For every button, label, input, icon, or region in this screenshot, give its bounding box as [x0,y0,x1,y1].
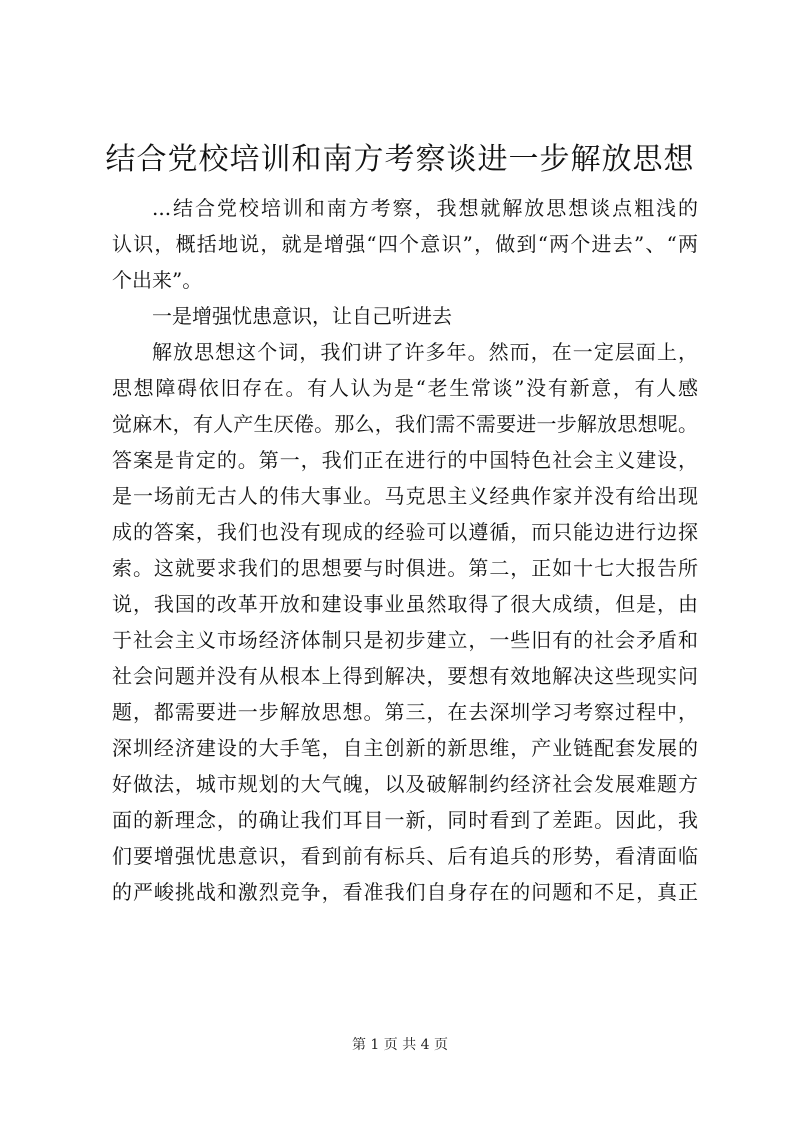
paragraph-line: 们要增强忧患意识，看到前有标兵、后有追兵的形势，看清面临 [112,844,698,868]
paragraph-line: 说，我国的改革开放和建设事业虽然取得了很大成绩，但是，由 [112,592,698,616]
paragraph-line: 社会问题并没有从根本上得到解决，要想有效地解决这些现实问 [112,664,698,688]
paragraph-line: 答案是肯定的。第一，我们正在进行的中国特色社会主义建设， [112,448,698,472]
paragraph-line: 是一场前无古人的伟大事业。马克思主义经典作家并没有给出现 [112,484,698,508]
page-footer: 第 1 页 共 4 页 [351,1037,449,1053]
paragraph-line: 觉麻木，有人产生厌倦。那么，我们需不需要进一步解放思想呢。 [112,412,698,436]
paragraph-line: 解放思想这个词，我们讲了许多年。然而，在一定层面上， [152,340,698,364]
paragraph-line: 深圳经济建设的大手笔，自主创新的新思维，产业链配套发展的 [112,736,698,760]
paragraph-line: 于社会主义市场经济体制只是初步建立，一些旧有的社会矛盾和 [112,628,698,652]
section-heading: 一是增强忧患意识，让自己听进去 [152,304,452,328]
paragraph-line: 成的答案，我们也没有现成的经验可以遵循，而只能边进行边探 [112,520,698,544]
paragraph-line: 个出来”。 [112,268,203,292]
paragraph-line: 索。这就要求我们的思想要与时俱进。第二，正如十七大报告所 [112,556,698,580]
document-title: 结合党校培训和南方考察谈进一步解放思想 [105,142,695,177]
paragraph-line: 的严峻挑战和激烈竞争，看准我们自身存在的问题和不足，真正 [112,880,698,904]
paragraph-line: 好做法，城市规划的大气魄，以及破解制约经济社会发展难题方 [112,772,698,796]
document-body [112,190,698,910]
paragraph-line: 面的新理念，的确让我们耳目一新，同时看到了差距。因此，我 [112,808,698,832]
paragraph-line: 认识，概括地说，就是增强“四个意识”，做到“两个进去”、“两 [112,232,698,256]
paragraph-line: 题，都需要进一步解放思想。第三，在去深圳学习考察过程中， [112,700,698,724]
paragraph-line: ...结合党校培训和南方考察，我想就解放思想谈点粗浅的 [152,196,698,220]
paragraph-line: 思想障碍依旧存在。有人认为是“老生常谈”没有新意，有人感 [112,376,698,400]
